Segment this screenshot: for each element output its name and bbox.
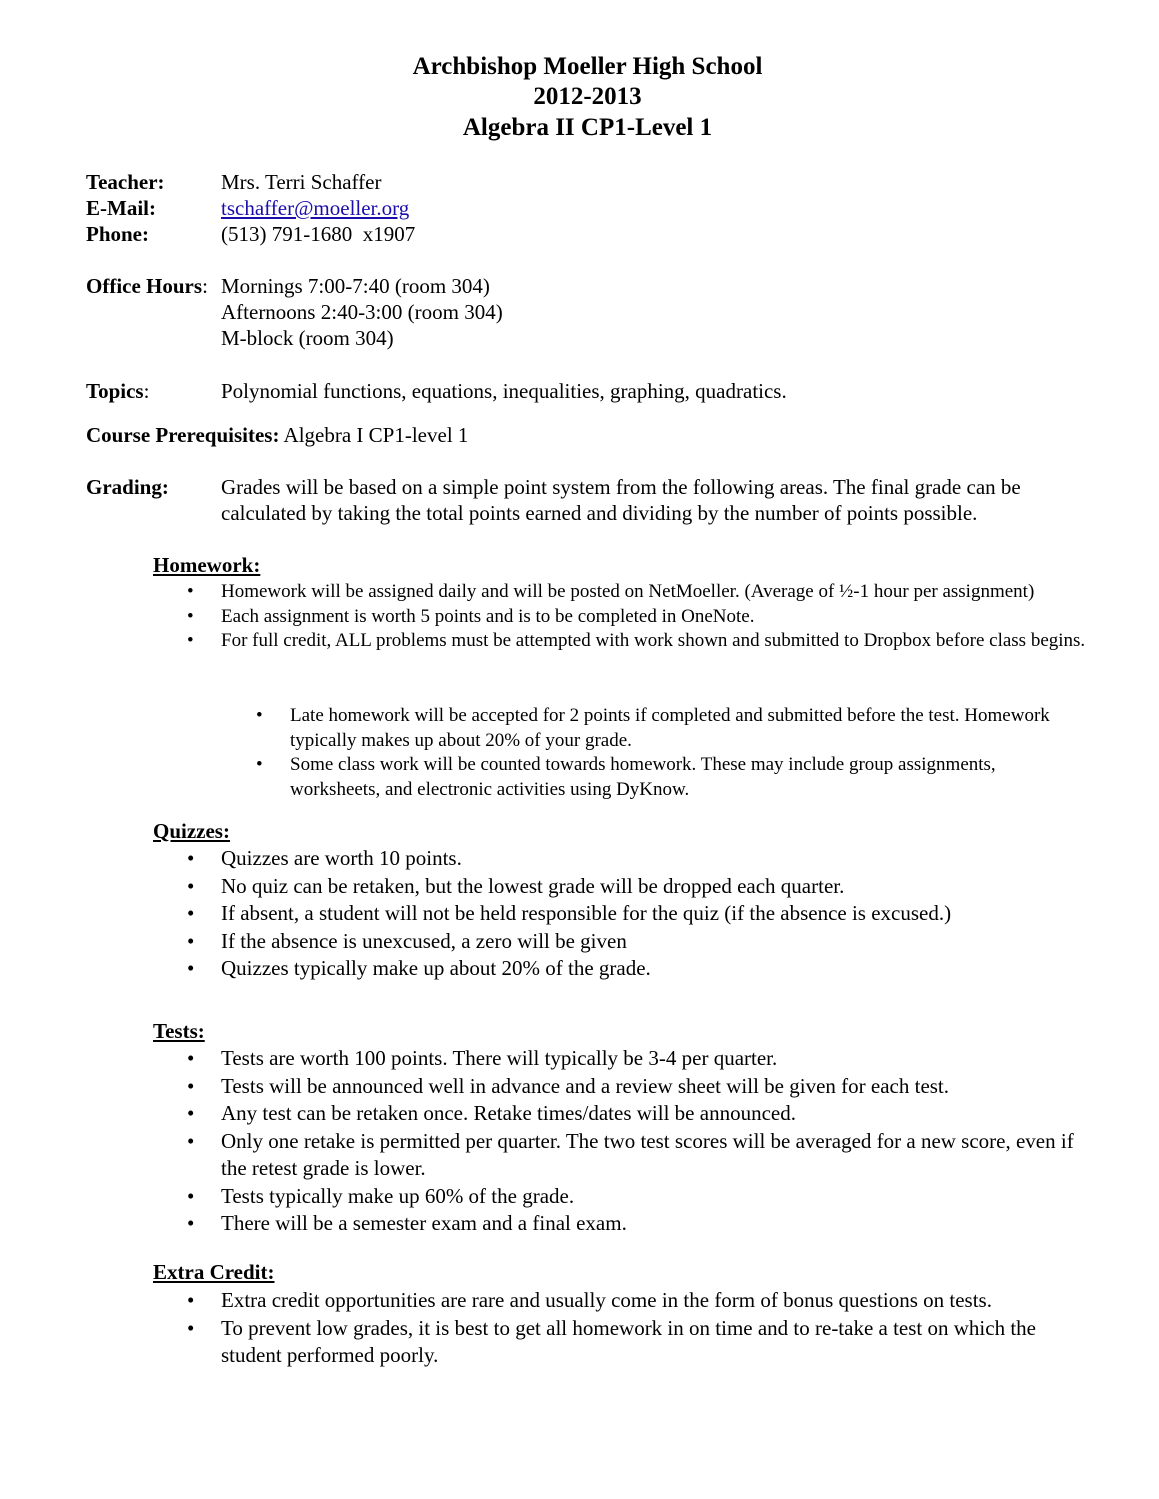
teacher-name: Mrs. Terri Schaffer (221, 170, 382, 194)
quizzes-list (185, 845, 1090, 983)
prerequisites-text: Algebra I CP1-level 1 (279, 423, 469, 447)
extra-credit-heading: Extra Credit: (153, 1260, 275, 1284)
prerequisites-row (86, 422, 468, 448)
topics-row (86, 378, 149, 404)
list-item: • Quizzes are worth 10 points. (185, 845, 1090, 873)
list-item: • Only one retake is permitted per quarter. The two test scores will be averaged for a new score, even if the retest grade is lower. (185, 1128, 1090, 1183)
topics-text: Polynomial functions, equations, inequalities, graphing, quadratics. (221, 379, 787, 403)
list-item: • Some class work will be counted towards homework. These may include group assignments, worksheets, and electronic activities using DyKnow. (254, 753, 1084, 802)
prerequisites-label: Course Prerequisites: (86, 423, 280, 447)
homework-heading: Homework: (153, 553, 261, 577)
list-item: • Any test can be retaken once. Retake times/dates will be announced. (185, 1100, 1090, 1128)
list-item: • Quizzes typically make up about 20% of the grade. (185, 955, 1090, 983)
office-hours-row (86, 273, 208, 299)
grading-label: Grading: (86, 475, 169, 499)
office-hours-line-1: Mornings 7:00-7:40 (room 304) (221, 274, 490, 298)
office-hours-colon: : (202, 274, 208, 298)
phone-label: Phone: (86, 222, 149, 246)
course-title: Algebra II CP1-Level 1 (462, 114, 713, 141)
office-hours-label: Office Hours (86, 274, 203, 298)
list-item: • No quiz can be retaken, but the lowest grade will be dropped each quarter. (185, 873, 1090, 901)
phone-number: (513) 791-1680 x1907 (221, 222, 416, 246)
office-hours-line-3: M-block (room 304) (221, 326, 394, 350)
email-link[interactable]: tschaffer@moeller.org (221, 196, 410, 220)
quizzes-heading: Quizzes: (153, 819, 230, 843)
homework-sublist (254, 704, 1084, 802)
extra-credit-list (185, 1287, 1090, 1370)
list-item: • Each assignment is worth 5 points and is to be completed in OneNote. (185, 605, 1090, 630)
office-hours-line-2: Afternoons 2:40-3:00 (room 304) (221, 300, 503, 324)
topics-colon: : (143, 379, 150, 403)
tests-heading: Tests: (153, 1019, 205, 1043)
email-label: E-Mail: (86, 196, 156, 220)
list-item: • To prevent low grades, it is best to get all homework in on time and to re-take a test on which the student performed poorly. (185, 1315, 1090, 1370)
phone-row (86, 221, 221, 247)
grading-text: Grades will be based on a simple point system from the following areas. The final grade can be calculated by taking the total points earned and dividing by the number of points possible. (221, 475, 1021, 525)
homework-list (185, 580, 1090, 654)
topics-label: Topics (86, 379, 144, 403)
list-item: • Late homework will be accepted for 2 points if completed and submitted before the test. Homework typically makes up about 20% of your grade. (254, 704, 1084, 753)
list-item: • Homework will be assigned daily and will be posted on NetMoeller. (Average of ½-1 hour per assignment) (185, 580, 1090, 605)
tests-list (185, 1045, 1090, 1238)
list-item: • Extra credit opportunities are rare and usually come in the form of bonus questions on tests. (185, 1287, 1090, 1315)
list-item: • Tests are worth 100 points. There will typically be 3-4 per quarter. (185, 1045, 1090, 1073)
school-year: 2012-2013 (533, 83, 642, 110)
list-item: • Tests will be announced well in advance and a review sheet will be given for each test. (185, 1073, 1090, 1101)
grading-row (86, 474, 221, 500)
teacher-row (86, 169, 221, 195)
list-item: • For full credit, ALL problems must be attempted with work shown and submitted to Dropbox before class begins. (185, 629, 1090, 654)
list-item: • If absent, a student will not be held responsible for the quiz (if the absence is excused.) (185, 900, 1090, 928)
list-item: • If the absence is unexcused, a zero will be given (185, 928, 1090, 956)
list-item: • There will be a semester exam and a final exam. (185, 1210, 1090, 1238)
teacher-label: Teacher: (86, 170, 165, 194)
list-item: • Tests typically make up 60% of the grade. (185, 1183, 1090, 1211)
email-row (86, 195, 221, 221)
school-name: Archbishop Moeller High School (412, 53, 763, 80)
